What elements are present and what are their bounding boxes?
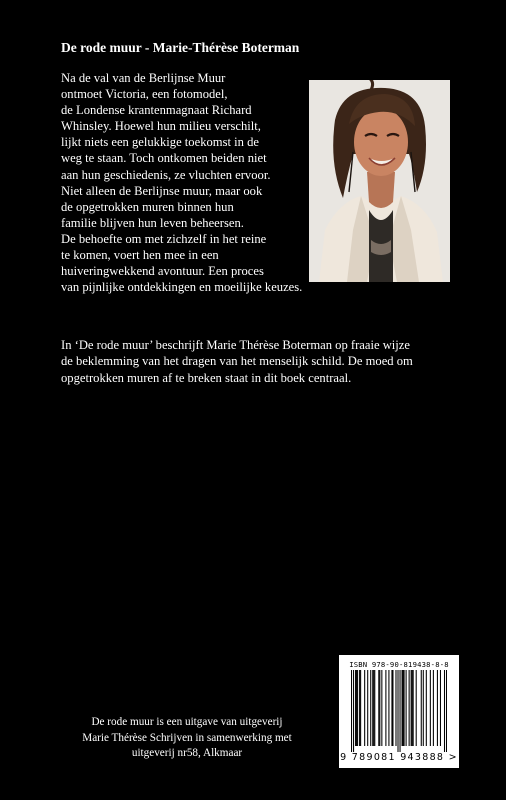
barcode-bar: [356, 670, 357, 746]
barcode-bar: [357, 670, 358, 746]
blurb-line: aan hun geschiedenis, ze vluchten ervoor.: [61, 167, 271, 182]
summary-paragraph: [61, 337, 461, 386]
barcode-bar: [416, 670, 417, 746]
isbn-barcode: [339, 655, 459, 768]
barcode-bar: [353, 670, 354, 752]
imprint-line: Marie Thérèse Schrijven in samenwerking met: [82, 731, 292, 744]
author-portrait-illustration: [309, 80, 450, 282]
barcode-bar: [400, 670, 401, 752]
blurb-line: de opgetrokken muren binnen hun: [61, 199, 234, 214]
barcode-bar: [406, 670, 407, 746]
barcode-bar: [397, 670, 398, 752]
barcode-bar: [381, 670, 382, 746]
author-photo: [309, 80, 450, 282]
blurb-line: weg te staan. Toch ontkomen beiden niet: [61, 151, 267, 166]
blurb-line: van pijnlijke ontdekkingen en moeilijke keuzes.: [61, 280, 303, 295]
blurb-line: de Londense krantenmagnaat Richard: [61, 103, 252, 118]
blurb-line: lijkt niets een gelukkige toekomst in de: [61, 135, 259, 150]
summary-line: de beklemming van het dragen van het menselijk schild. De moed om: [61, 354, 413, 369]
blurb-line: Na de val van de Berlijnse Muur: [61, 71, 226, 85]
barcode-bar: [426, 670, 427, 746]
barcode-bar: [409, 670, 410, 746]
blurb-line: familie blijven hun leven beheersen.: [61, 215, 244, 230]
summary-line: opgetrokken muren af te breken staat in dit boek centraal.: [61, 370, 352, 385]
barcode-bar: [385, 670, 386, 746]
barcode-bar: [392, 670, 393, 746]
barcode-bar: [412, 670, 413, 746]
barcode-bar: [391, 670, 392, 746]
isbn-label: ISBN 978-90-819438-8-8: [349, 660, 449, 669]
blurb-line: te komen, voert hen mee in een: [61, 248, 219, 263]
imprint-line: De rode muur is een uitgave van uitgeverij: [91, 716, 283, 728]
imprint-line: uitgeverij nr58, Alkmaar: [131, 747, 243, 759]
barcode-digits: 9 789081 943888 >: [340, 752, 458, 763]
barcode-bar: [378, 670, 379, 746]
barcode-bar: [373, 670, 374, 746]
book-title: De rode muur - Marie-Thérèse Boterman: [61, 40, 300, 55]
barcode-bar: [423, 670, 424, 746]
barcode-bar: [388, 670, 389, 746]
blurb-line: De behoefte om met zichzelf in het reine: [61, 231, 267, 246]
barcode-bar: [351, 670, 352, 752]
blurb-line: Whinsley. Hoewel hun milieu verschilt,: [61, 119, 261, 134]
barcode-bar: [395, 670, 396, 746]
barcode-bar: [437, 670, 438, 746]
barcode-bar: [355, 670, 356, 746]
barcode-bar: [359, 670, 360, 746]
barcode-bar: [440, 670, 441, 746]
barcode-bars: [351, 670, 447, 752]
barcode-bar: [430, 670, 431, 746]
blurb-line: huiveringwekkend avontuur. Een proces: [61, 264, 264, 279]
barcode-bar: [413, 670, 414, 746]
barcode-bar: [421, 670, 422, 746]
barcode-bar: [444, 670, 445, 752]
blurb-line: ontmoet Victoria, een fotomodel,: [61, 87, 228, 102]
barcode-bar: [404, 670, 405, 746]
barcode-bar: [360, 670, 361, 746]
blurb-text: [61, 70, 306, 295]
barcode-bar: [433, 670, 434, 746]
barcode-bar: [364, 670, 365, 746]
publisher-imprint: [58, 715, 316, 762]
barcode-bar: [411, 670, 412, 746]
barcode-bar: [367, 670, 368, 746]
barcode-bar: [379, 670, 380, 746]
barcode-bar: [446, 670, 447, 752]
blurb-line: Niet alleen de Berlijnse muur, maar ook: [61, 183, 263, 198]
barcode-bar: [372, 670, 373, 746]
barcode-bar: [370, 670, 371, 746]
barcode-bar: [403, 670, 404, 746]
summary-line: In ‘De rode muur’ beschrijft Marie Thérèse Boterman op fraaie wijze: [61, 338, 410, 352]
barcode-bar: [402, 670, 403, 746]
barcode-bar: [374, 670, 375, 746]
